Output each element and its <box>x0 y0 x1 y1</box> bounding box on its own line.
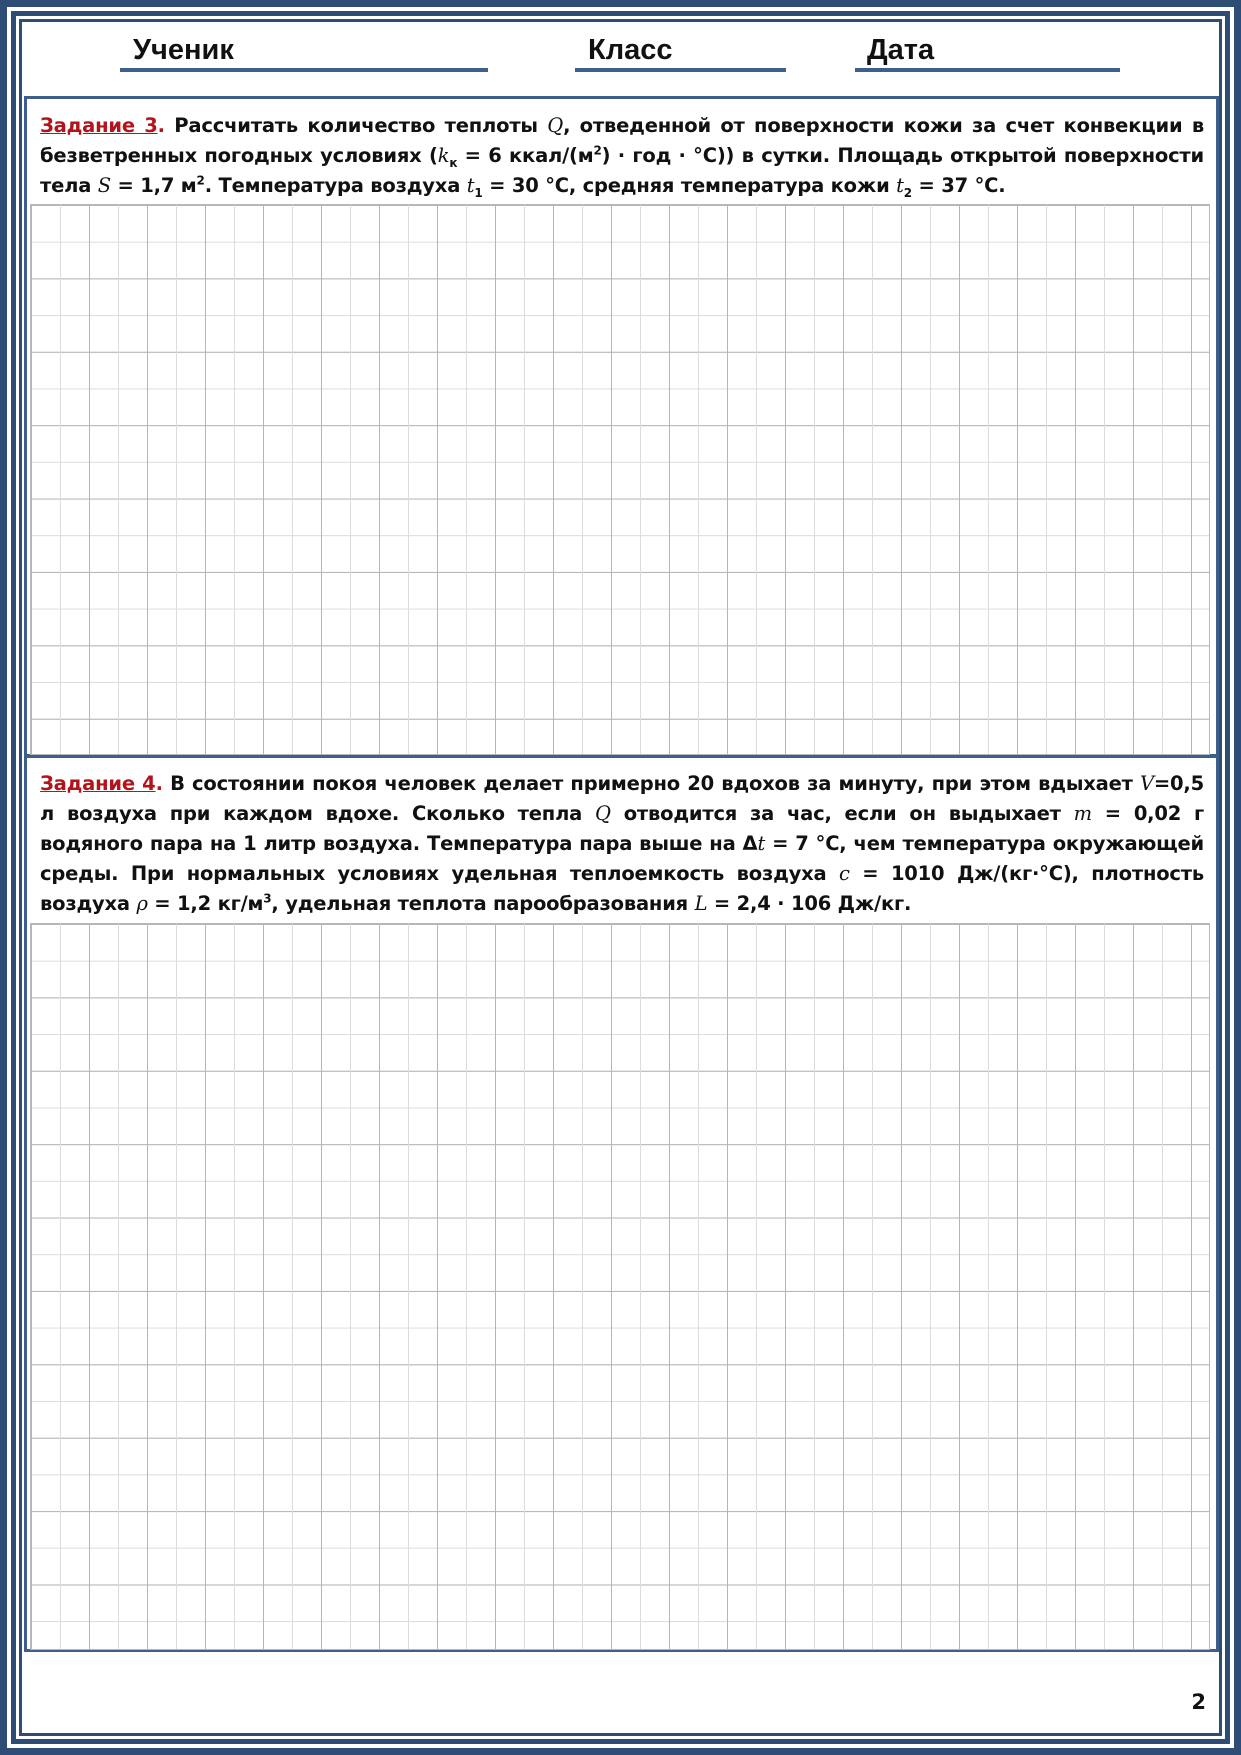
task-3-text: Задание 3. Рассчитать количество теплоты Q, отведенной от поверхности кожи за счет конвекции в безветренных погодных условиях ($k_к = 6$ ккал/$(м^2)$ · год · °C)) в сутки. Площадь открытой поверхности тела S = 1,7 $м^2$. Температура воздуха $t_1 = 30$ °C, средняя температура кожи $t_2 = 37$ °C. <box>40 114 1204 200</box>
date-line[interactable] <box>855 68 1120 72</box>
date-label: Дата <box>867 34 935 66</box>
page-number: 2 <box>1191 1690 1206 1714</box>
class-line[interactable] <box>575 68 786 72</box>
student-label: Ученик <box>133 34 234 66</box>
task-4-answer-grid[interactable] <box>30 923 1210 1650</box>
task-3-title: Задание 3 <box>40 114 158 137</box>
class-label: Класс <box>588 34 673 66</box>
task-3-answer-grid[interactable] <box>30 204 1210 755</box>
student-name-line[interactable] <box>120 68 488 72</box>
task-4-title: Задание 4 <box>40 772 156 795</box>
task-4-text: Задание 4. В состоянии покоя человек делает примерно 20 вдохов за минуту, при этом вдыхает V=0,5 л воздуха при каждом вдохе. Сколько тепла Q отводится за час, если он выдыхает m = 0,02 г водяного пара на 1 литр воздуха. Температура пара выше на Δt = 7 °C, чем температура окружающей среды. При нормальных условиях удельная теплоемкость воздуха c = 1010 Дж/(кг·°C), плотность воздуха ρ = 1,2 $кг/м^3$, удельная теплота парообразования L = 2,4 · 106 Дж/кг. <box>40 772 1205 915</box>
